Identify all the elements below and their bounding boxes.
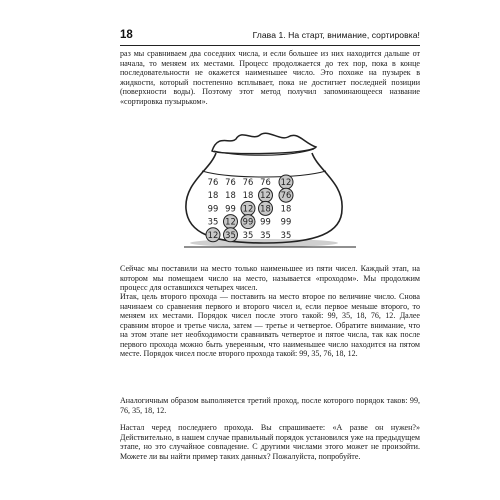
grid-number: 76 [242,177,254,187]
running-header [120,29,420,43]
grid-number: 18 [242,190,254,201]
bowl-rim [212,133,316,153]
grid-number: 18 [280,203,292,214]
grid-number: 12 [225,216,236,227]
fishbowl-figure [180,125,360,250]
header-rule [120,45,420,46]
running-title: Глава 1. На старт, внимание, сортировка! [252,30,420,40]
grid-number: 12 [260,190,271,201]
grid-number: 12 [207,229,219,240]
grid-number: 76 [225,177,236,187]
grid-number: 99 [207,203,219,214]
grid-number: 99 [260,216,271,227]
grid-number: 99 [280,216,292,227]
fishbowl-illustration [180,125,360,250]
grid-number: 35 [225,229,236,240]
page-number: 18 [120,29,133,41]
paragraph-2: Сейчас мы поставили на место только наименьшее из пяти чисел. Каждый этап, на котором мы помещаем число на место, называется «проходом». Мы продолжим процесс для оставшихся четырех чисел. [120,264,420,292]
grid-number: 76 [207,177,219,187]
grid-number: 76 [260,177,271,187]
grid-number: 18 [260,203,271,214]
grid-number: 18 [207,190,219,201]
grid-number: 35 [260,229,271,240]
grid-number: 12 [242,203,254,214]
paragraph-4: Аналогичным образом выполняется третий проход, после которого порядок таков: 99, 76, 35, 18, 12. [120,396,420,415]
paragraph-5: Настал черед последнего прохода. Вы спрашиваете: «А разве он нужен?» Действительно, в нашем случае правильный порядок установился уже на предыдущем этапе, но это случайное совпадение. С другими числами этого может не произойти. Можете ли вы найти пример таких данных? Пожалуйста, попробуйте. [120,423,420,461]
grid-number: 35 [207,216,219,227]
grid-number: 76 [280,190,292,201]
grid-number: 18 [225,190,236,201]
paragraph-3: Итак, цель второго прохода — поставить на место второе по величине число. Снова начинаем со сравнения первого и второго чисел и, если первое меньше второго, то меняем их местами. Порядок чисел после этого такой: 99, 35, 18, 76, 12. Далее сравним второе и третье числа, затем — третье и четвертое. Обратите внимание, что на этом этапе нет необходимости сравнивать четвертое и пятое числа, так как после первого прохода можно быть уверенным, что наименьшее число находится на пятом месте. Порядок чисел после второго прохода такой: 99, 35, 76, 18, 12. [120,292,420,358]
paragraph-1: раз мы сравниваем два соседних числа, и если большее из них находится дальше от начала, то меняем их местами. Процесс продолжается до тех пор, пока в конце последовательности не окажется наименьшее число. Это похоже на пузырек в жидкости, который постепенно всплывает, пока не достигнет последней позиции (поверхности воды). Поэтому этот метод получил запоминающееся название «сортировка пузырьком». [120,49,420,106]
number-grid [206,175,293,242]
grid-number: 12 [280,177,292,187]
grid-number: 99 [225,203,236,214]
grid-number: 99 [242,216,254,227]
grid-number: 35 [242,229,254,240]
grid-number: 35 [280,229,292,240]
